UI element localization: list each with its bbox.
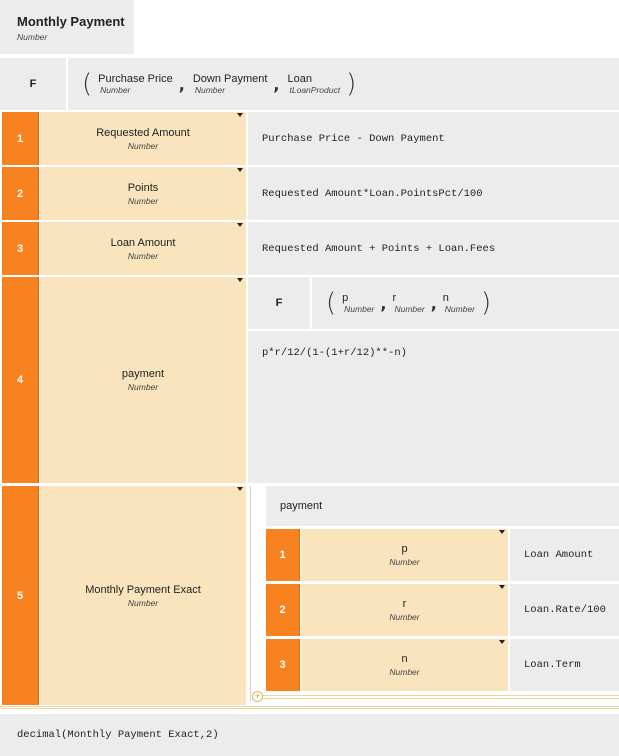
dropdown-caret-icon[interactable] [237, 278, 243, 282]
param-name: Purchase Price [98, 73, 173, 85]
row-number[interactable] [2, 222, 39, 275]
entry-name: Points [127, 181, 159, 194]
comma: , [273, 74, 280, 94]
outer-divider [0, 706, 619, 709]
binding-value-text: Loan.Term [524, 659, 581, 671]
entry-name: Requested Amount [96, 126, 190, 139]
binding-number[interactable] [266, 639, 300, 691]
close-paren: ) [481, 288, 492, 318]
row-number[interactable] [2, 486, 39, 705]
open-paren: ( [326, 288, 337, 318]
invocation-target-text: payment [280, 500, 323, 512]
param-type: Number [394, 304, 425, 314]
row-number-text: 4 [16, 374, 24, 386]
param-name: r [392, 292, 397, 304]
entry-formula[interactable] [248, 222, 619, 275]
result-text: decimal(Monthly Payment Exact,2) [17, 729, 219, 741]
row-number[interactable] [2, 277, 39, 483]
binding-type: Number [389, 667, 420, 677]
param-name: Down Payment [192, 73, 268, 85]
binding-type: Number [389, 612, 420, 622]
add-row-divider [252, 695, 619, 699]
dropdown-caret-icon[interactable] [499, 640, 505, 644]
dropdown-caret-icon[interactable] [237, 487, 243, 491]
param-type: Number [444, 304, 476, 314]
param-purchase-price[interactable] [98, 73, 173, 95]
binding-number-text: 2 [279, 604, 286, 616]
binding-value[interactable] [510, 639, 619, 691]
binding-number[interactable] [266, 584, 300, 636]
context-entry-requested-amount[interactable] [40, 112, 246, 165]
param-type: tLoanProduct [289, 85, 341, 95]
entry-type: Number [127, 382, 159, 392]
context-entry-loan-amount[interactable] [40, 222, 246, 275]
binding-name: r [402, 598, 407, 610]
entry-name: Loan Amount [110, 236, 176, 249]
context-entry-payment[interactable] [40, 277, 246, 483]
row-number[interactable] [2, 112, 39, 165]
param-name: p [342, 292, 349, 304]
comma: , [380, 293, 387, 313]
formula-text: Purchase Price - Down Payment [262, 132, 445, 145]
formula-text: p*r/12/(1-(1+r/12)**-n) [262, 347, 407, 359]
binding-value[interactable] [510, 529, 619, 581]
inner-function-parameters[interactable] [312, 277, 619, 329]
param-p[interactable] [342, 292, 374, 314]
context-entry-monthly-payment-exact[interactable] [40, 486, 246, 705]
binding-param-r[interactable] [301, 584, 508, 636]
param-type: Number [344, 304, 375, 314]
function-kind-label[interactable] [0, 58, 66, 110]
formula-text: Requested Amount*Loan.PointsPct/100 [262, 187, 483, 200]
entry-type: Number [127, 195, 159, 206]
context-result[interactable] [0, 714, 619, 756]
binding-number-text: 1 [279, 549, 286, 561]
binding-number-text: 3 [279, 659, 286, 671]
dropdown-caret-icon[interactable] [237, 113, 243, 117]
binding-type: Number [389, 557, 420, 567]
row-number-text: 5 [16, 589, 24, 602]
entry-type: Number [127, 140, 159, 151]
binding-param-p[interactable] [301, 529, 508, 581]
param-loan[interactable] [288, 73, 341, 95]
close-paren: ) [346, 69, 357, 99]
comma: , [430, 293, 437, 313]
row-number[interactable] [2, 167, 39, 220]
function-kind-text: F [275, 297, 283, 309]
binding-value-text: Loan.Rate/100 [524, 604, 606, 616]
function-parameters[interactable] [68, 58, 619, 110]
comma: , [178, 74, 185, 94]
binding-param-n[interactable] [301, 639, 508, 691]
binding-name: n [401, 653, 408, 665]
invocation-left-border [250, 486, 265, 701]
param-type: Number [194, 85, 226, 95]
context-title: Monthly Payment [17, 14, 125, 29]
function-kind-text: F [29, 78, 37, 90]
invocation-target[interactable] [266, 486, 619, 526]
param-type: Number [100, 85, 131, 95]
context-type: Number [17, 32, 48, 42]
binding-value[interactable] [510, 584, 619, 636]
row-number-text: 2 [16, 187, 24, 200]
formula-text: Requested Amount + Points + Loan.Fees [262, 242, 496, 255]
dropdown-caret-icon[interactable] [237, 223, 243, 227]
entry-type: Number [127, 250, 159, 261]
entry-formula[interactable] [248, 112, 619, 165]
context-entry-points[interactable] [40, 167, 246, 220]
param-r[interactable] [392, 292, 424, 314]
entry-formula[interactable] [248, 167, 619, 220]
dropdown-caret-icon[interactable] [499, 530, 505, 534]
dropdown-caret-icon[interactable] [237, 168, 243, 172]
dropdown-caret-icon[interactable] [499, 585, 505, 589]
row-number-text: 3 [16, 242, 24, 255]
param-n[interactable] [443, 292, 475, 314]
inner-function-kind-label[interactable] [248, 277, 310, 329]
binding-name: p [401, 543, 408, 555]
param-name: n [442, 292, 449, 304]
add-row-icon[interactable]: + [252, 691, 263, 702]
inner-function-body[interactable] [248, 331, 619, 483]
param-name: Loan [287, 73, 312, 85]
entry-name: Monthly Payment Exact [85, 583, 201, 596]
binding-number[interactable] [266, 529, 300, 581]
row-number-text: 1 [16, 132, 24, 145]
entry-name: payment [121, 368, 165, 380]
context-header[interactable] [0, 0, 134, 54]
open-paren: ( [82, 69, 93, 99]
entry-type: Number [127, 597, 159, 608]
param-down-payment[interactable] [193, 73, 268, 95]
binding-value-text: Loan Amount [524, 549, 594, 561]
